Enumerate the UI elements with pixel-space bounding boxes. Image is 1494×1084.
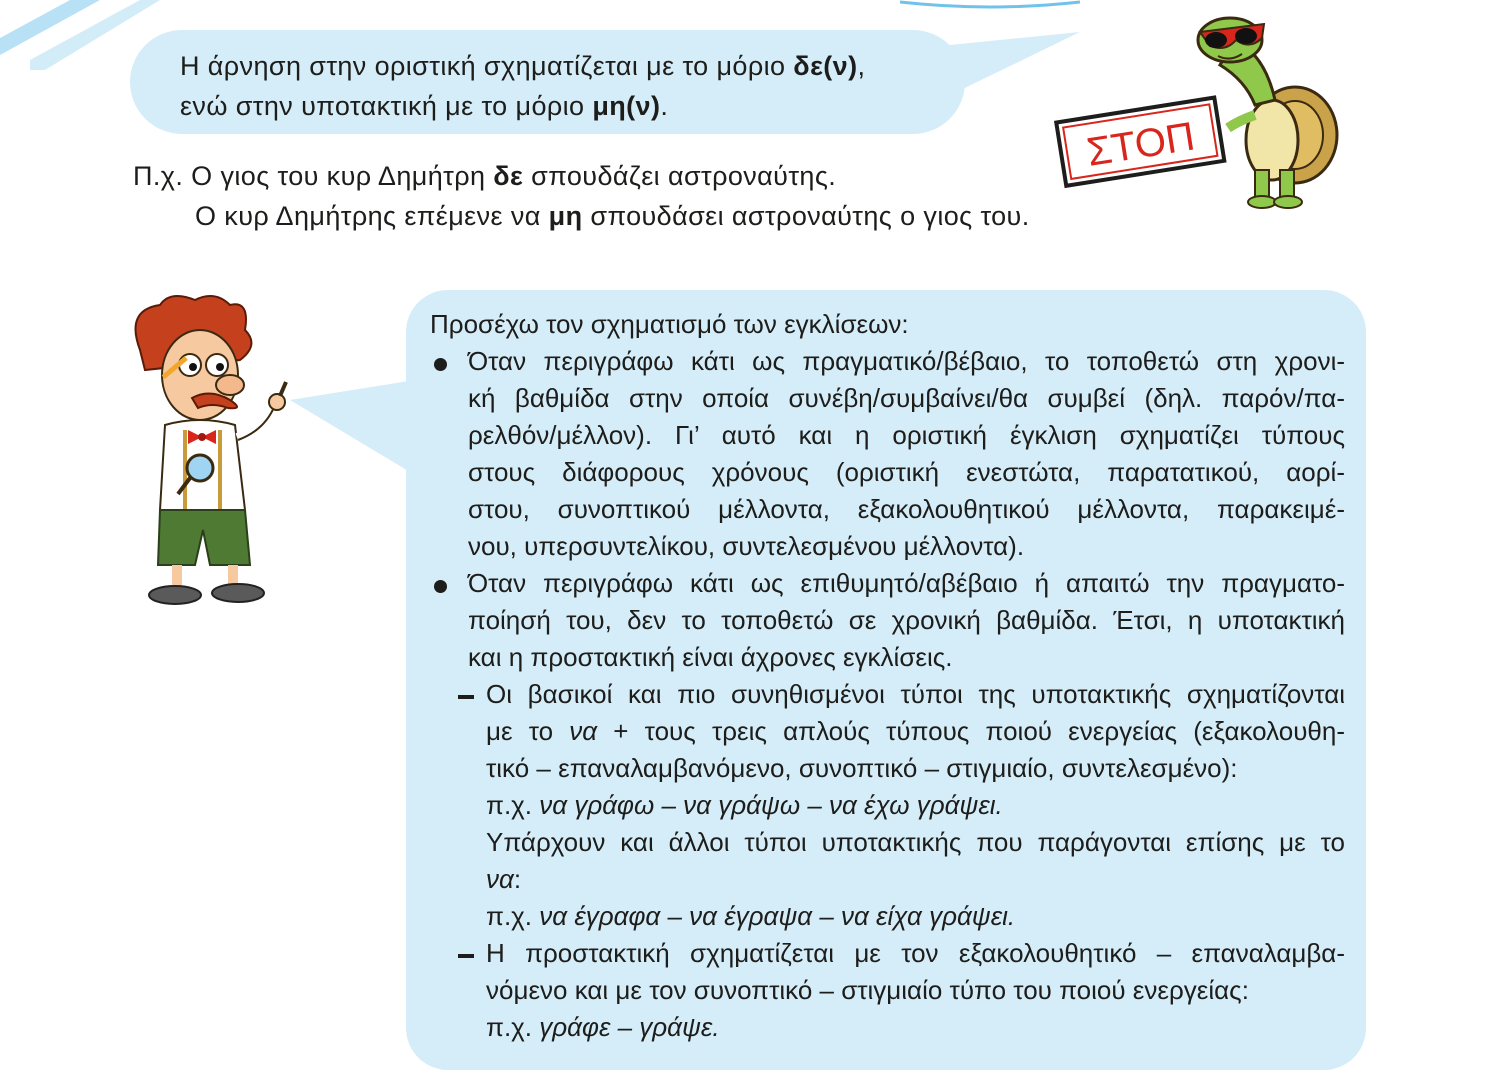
- imperative-example: π.χ. γράφε – γράψε.: [486, 1012, 720, 1042]
- bullet-dot-icon: [434, 580, 447, 593]
- stop-sign-text: ΣΤΟΠ: [1083, 114, 1198, 175]
- bold-particle-den: δε(ν): [793, 51, 858, 81]
- bullet-indicative: Όταν περιγράφω κάτι ως πραγματικό/βέβαιο, το τοποθετώ στη χρονι- κή βαθμίδα στην οποία συνέβη/συμβαίνει/θα συμβεί (δηλ. παρόν/πα- ρελθόν/μέλλον). Γι’ αυτό και η οριστική έγκλιση σχηματίζει τύπους στους διάφορους χρόνους (οριστική ενεστώτα, παρατατικού, αορί- στου, συνοπτικού μέλλοντα, εξακολουθητικού μέλλοντα, παρακειμέ- νου, υπερσυντελίκου, συντελεσμένου μέλλοντα).: [430, 343, 1345, 565]
- subjunctive-example-1: π.χ. να γράφω – να γράψω – να έχω γράψει.: [486, 790, 1003, 820]
- bold-particle-mi: μη(ν): [592, 91, 661, 121]
- example-line-2: Ο κυρ Δημήτρης επέμενε να μη σπουδάσει αστροναύτης ο γιος του.: [195, 201, 1030, 231]
- negation-examples: [133, 156, 1030, 236]
- negation-rule-text: Η άρνηση στην οριστική σχηματίζεται με το μόριο δε(ν), ενώ στην υποτακτική με το μόριο μη(ν).: [180, 51, 866, 121]
- example-line-1: Π.χ. Ο γιος του κυρ Δημήτρη δε σπουδάζει αστροναύτης.: [133, 161, 837, 191]
- dash-icon: [458, 695, 474, 699]
- mood-formation-notes: [430, 306, 1345, 1046]
- info-heading: Προσέχω τον σχηματισμό των εγκλίσεων:: [430, 309, 909, 339]
- dash-imperative: Η προστακτική σχηματίζεται με τον εξακολουθητικό – επαναλαμβα- νόμενο και με τον συνοπτικό – στιγμιαίο τύπο του ποιού ενεργείας: π.χ. γράφε – γράψε.: [430, 935, 1345, 1046]
- dash-icon: [458, 954, 474, 958]
- turtle-stop-sign-illustration: [1050, 10, 1350, 210]
- subjunctive-example-2: π.χ. να έγραφα – να έγραψα – να είχα γράψει.: [486, 901, 1016, 931]
- info-bubble-tail: [290, 380, 415, 490]
- bullet-dot-icon: [434, 358, 447, 371]
- bullet-subjunctive-imperative: Όταν περιγράφω κάτι ως επιθυμητό/αβέβαιο ή απαιτώ την πραγματο- ποίησή του, δεν το τοποθετώ σε χρονική βαθμίδα. Έτσι, η υποτακτική και η προστακτική είναι άχρονες εγκλίσεις.: [430, 565, 1345, 676]
- dash-subjunctive: Οι βασικοί και πιο συνηθισμένοι τύποι της υποτακτικής σχηματίζονται με το να + τους τρεις απλούς τύπους ποιού ενεργείας (εξακολουθη- τικό – επαναλαμβανόμενο, συνοπτικό – στιγμιαίο, συντελεσμένο): π.χ. να γράφω – να γράψω – να έχω γράψει. Υπάρχουν και άλλοι τύποι υποτακτικής που παράγονται επίσης με το να: π.χ. να έγραφα – να έγραψα – να είχα γράψει.: [430, 676, 1345, 935]
